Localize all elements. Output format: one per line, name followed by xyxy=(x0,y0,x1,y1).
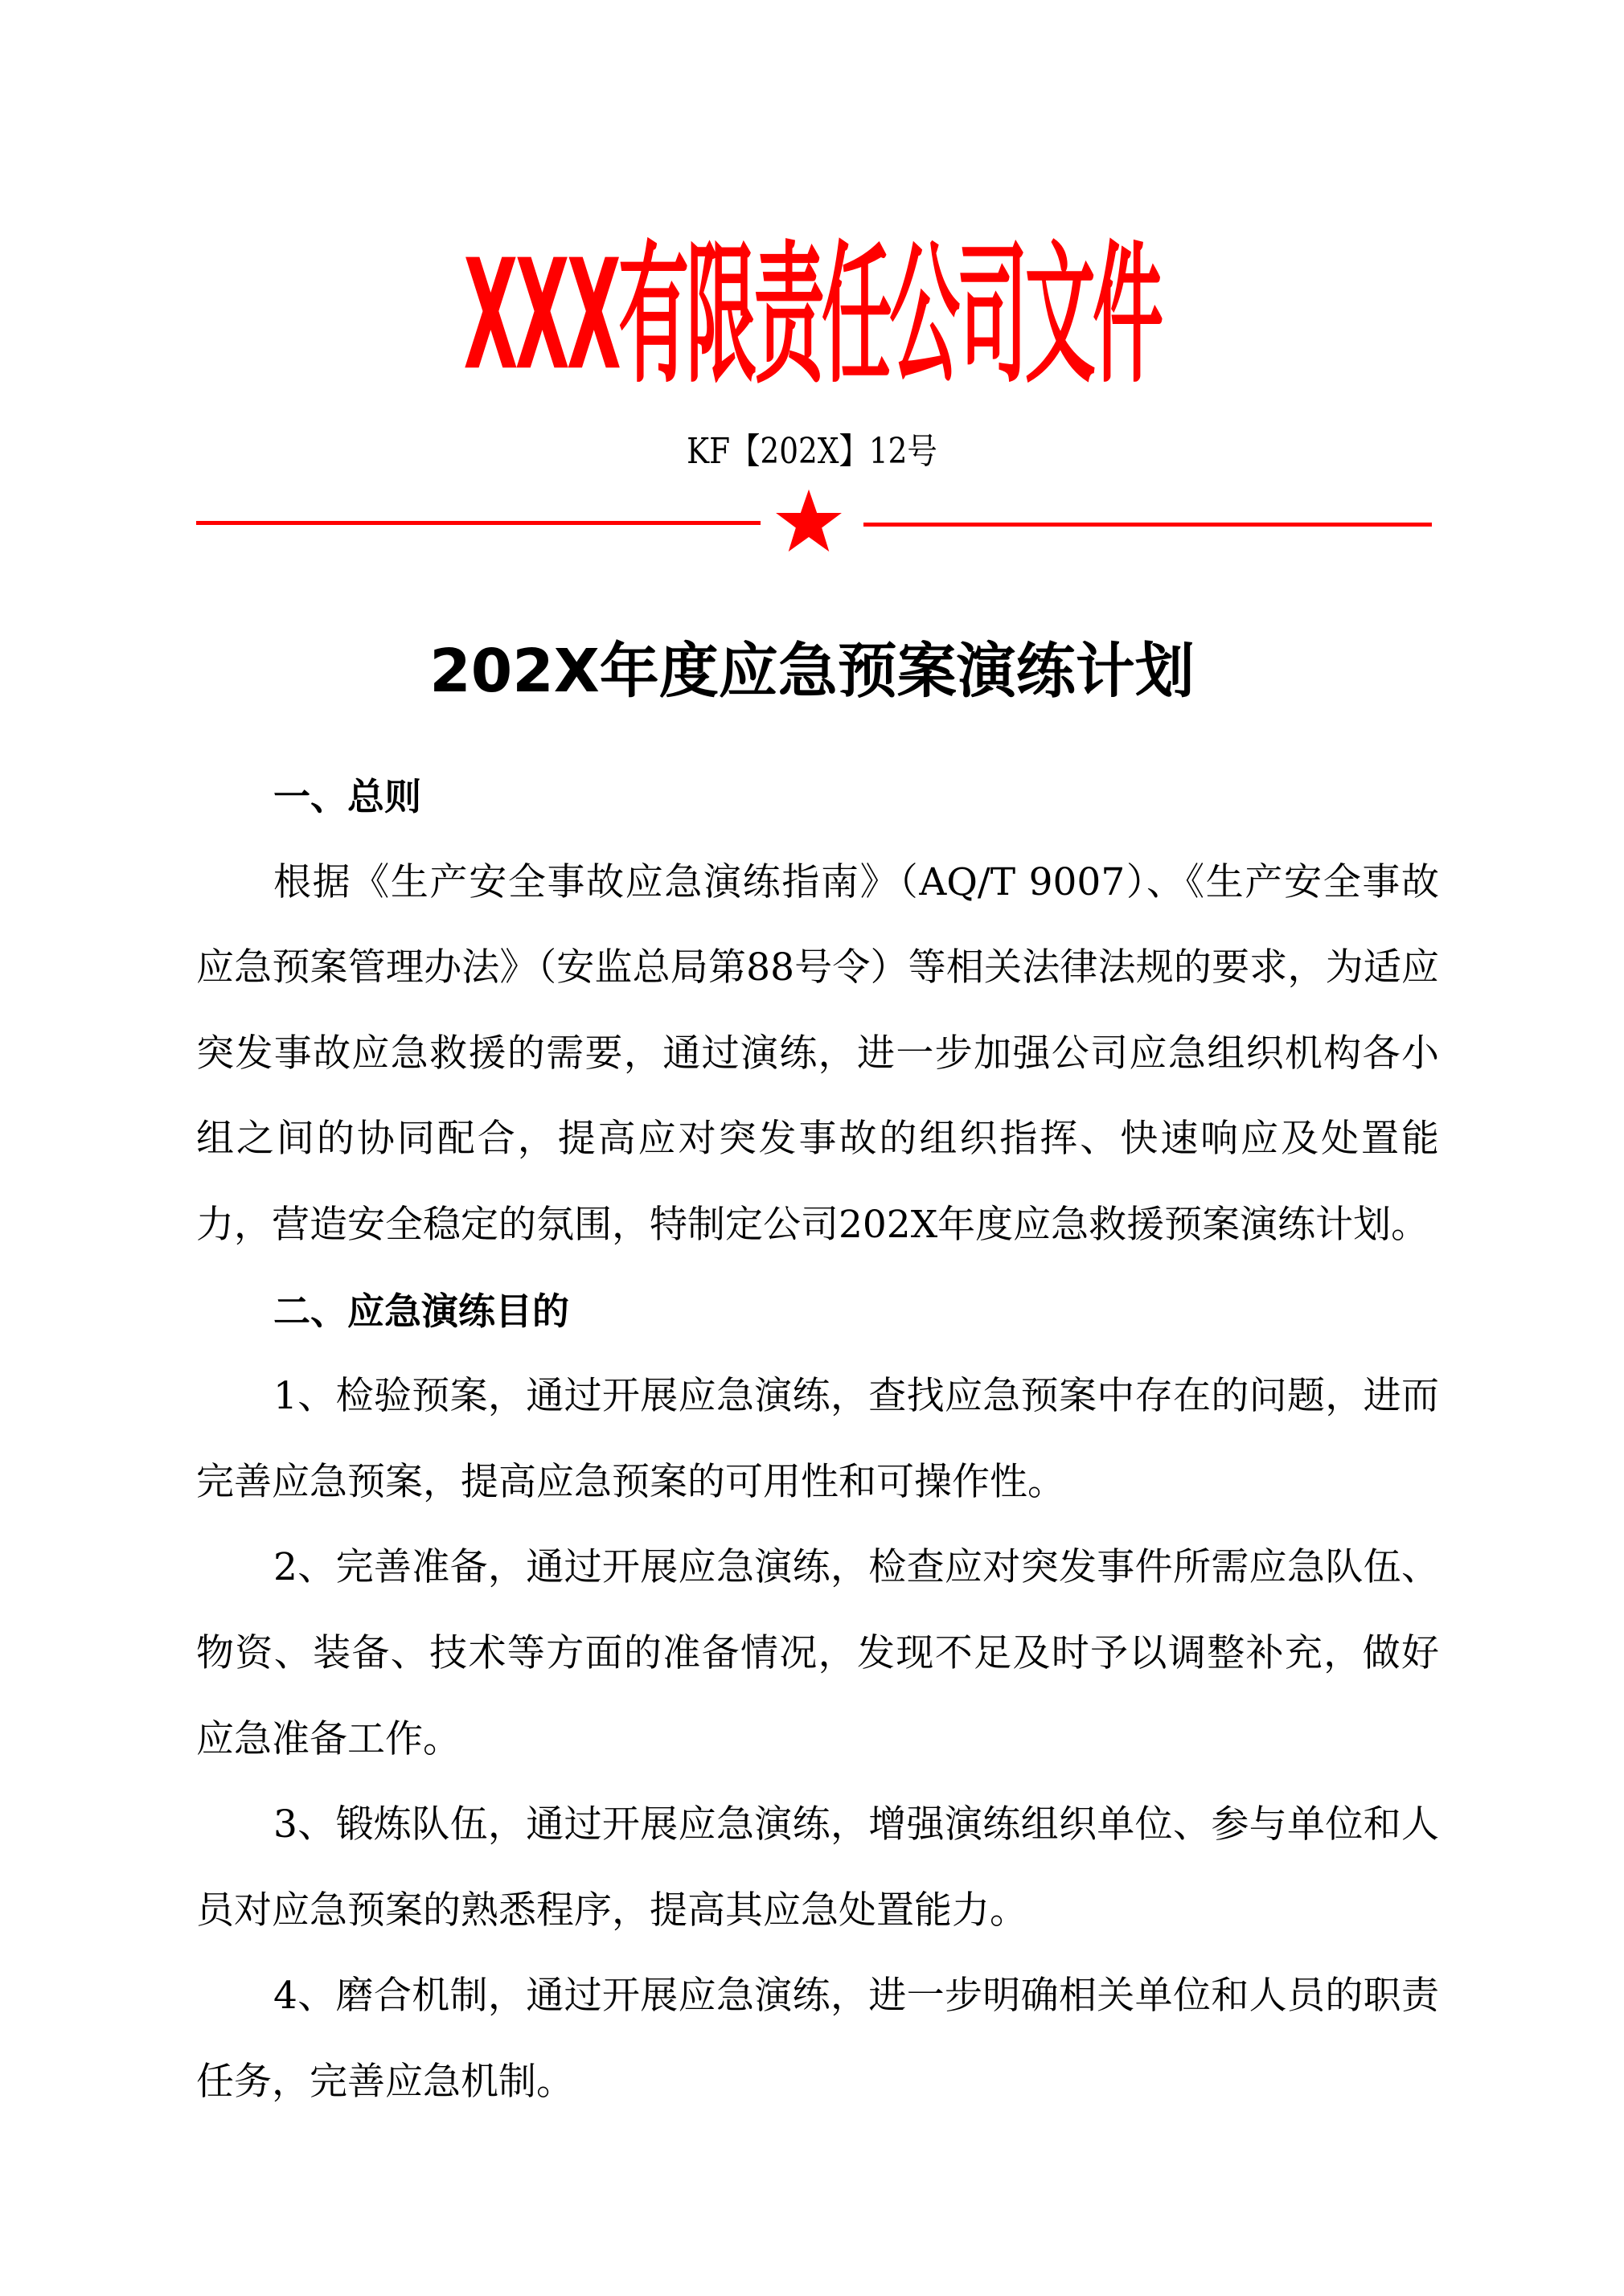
paragraph: 2、完善准备，通过开展应急演练，检查应对突发事件所需应急队伍、物资、装备、技术等方面的准备情况，发现不足及时予以调整补充，做好应急准备工作。 xyxy=(196,1545,1439,1761)
document-number: KF【202X】12号 xyxy=(687,431,937,472)
paragraph: 4、磨合机制，通过开展应急演练，进一步明确相关单位和人员的职责任务，完善应急机制。 xyxy=(196,1974,1439,2104)
section-heading: 二、应急演练目的 xyxy=(273,1289,569,1333)
red-star-icon xyxy=(774,488,843,557)
paragraph: 3、锻炼队伍，通过开展应急演练，增强演练组织单位、参与单位和人员对应急预案的熟悉程序，提高其应急处置能力。 xyxy=(196,1802,1439,1933)
paragraph: 根据《生产安全事故应急演练指南》（AQ/T 9007）、《生产安全事故应急预案管理办法》（安监总局第88号令）等相关法律法规的要求，为适应突发事故应急救援的需要，通过演练，进一步加强公司应急组织机构各小组之间的协同配合，提高应对突发事故的组织指挥、快速响应及处置能力，营造安全稳定的氛围，特制定公司202X年度应急救援预案演练计划。 xyxy=(196,859,1439,1247)
document-title: 202X年度应急预案演练计划 xyxy=(429,637,1195,706)
organization-title: XXX有限责任公司文件 xyxy=(463,228,1161,405)
red-divider-right xyxy=(863,523,1432,527)
red-divider-left xyxy=(196,521,761,525)
document-body xyxy=(196,754,1439,2126)
paragraph: 1、检验预案，通过开展应急演练，查找应急预案中存在的问题，进而完善应急预案，提高应急预案的可用性和可操作性。 xyxy=(196,1374,1439,1504)
section-heading: 一、总则 xyxy=(273,775,421,818)
